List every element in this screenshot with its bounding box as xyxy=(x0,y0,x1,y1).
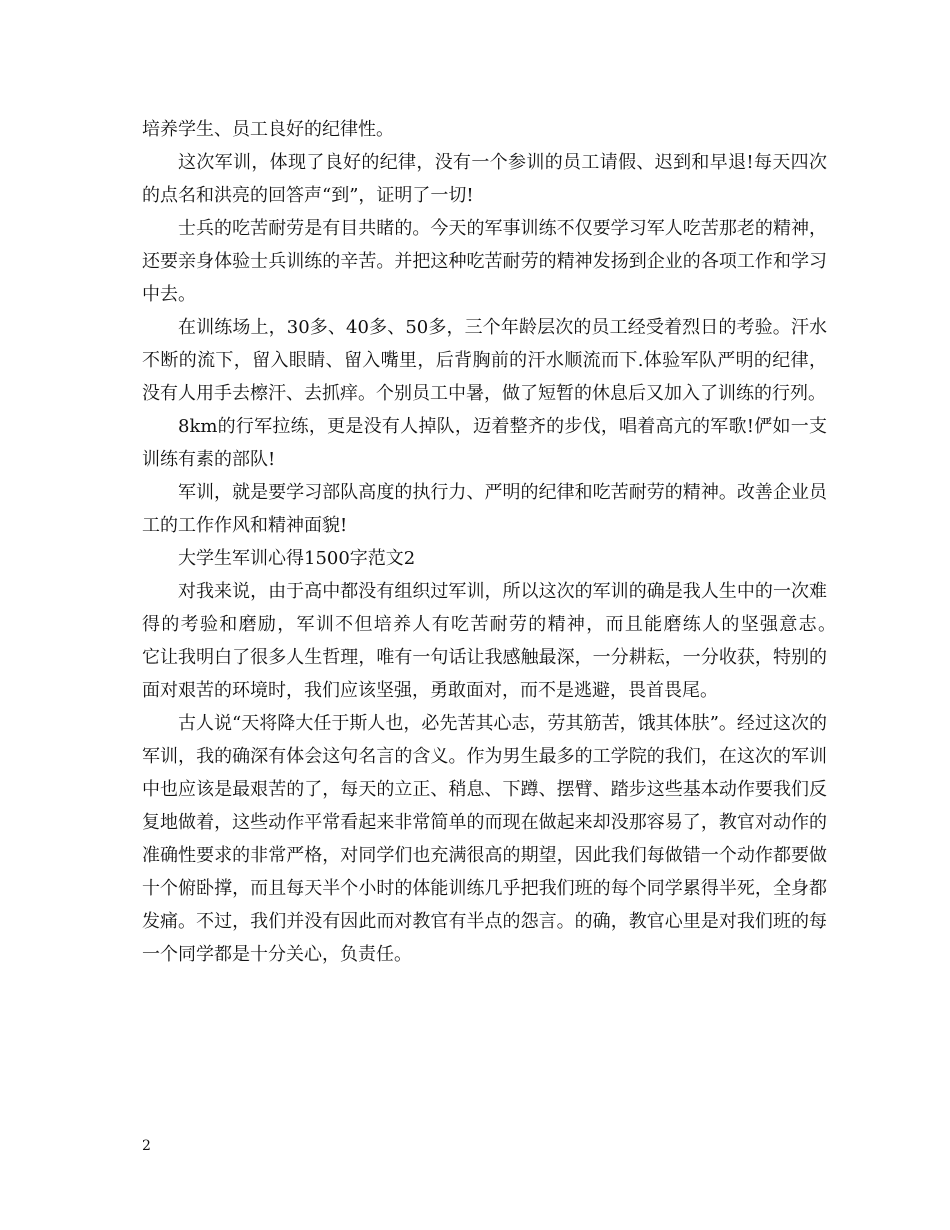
document-body xyxy=(142,113,863,971)
paragraph-8: 古人说“天将降大任于斯人也，必先苦其心志，劳其筋苦，饿其体肤”。经过这次的军训，我的确深有体会这句名言的含义。作为男生最多的工学院的我们，在这次的军训中也应该是最艰苦的了，每天的立正、稍息、下蹲、摆臂、踏步这些基本动作要我们反复地做着，这些动作平常看起来非常简单的而现在做起来却没那容易了，教官对动作的准确性要求的非常严格，对同学们也充满很高的期望，因此我们每做错一个动作都要做十个俯卧撑，而且每天半个小时的体能训练几乎把我们班的每个同学累得半死，全身都发痛。不过，我们并没有因此而对教官有半点的怨言。的确，教官心里是对我们班的每一个同学都是十分关心，负责任。 xyxy=(142,713,827,965)
paragraph-4: 在训练场上，30多、40多、50多，三个年龄层次的员工经受着烈日的考验。汗水不断的流下，留入眼睛、留入嘴里，后背胸前的汗水顺流而下.体验军队严明的纪律，没有人用手去檫汗、去抓痒。个别员工中暑，做了短暂的休息后又加入了训练的行列。 xyxy=(142,317,827,404)
paragraph-2: 这次军训，体现了良好的纪律，没有一个参训的员工请假、迟到和早退!每天四次的点名和洪亮的回答声“到”，证明了一切! xyxy=(142,152,827,206)
page-number: 2 xyxy=(142,1138,151,1154)
section-heading: 大学生军训心得1500字范文2 xyxy=(178,548,416,569)
paragraph-6: 军训，就是要学习部队高度的执行力、严明的纪律和吃苦耐劳的精神。改善企业员工的工作作风和精神面貌! xyxy=(142,482,827,536)
paragraph-3: 士兵的吃苦耐劳是有目共睹的。今天的军事训练不仅要学习军人吃苦那老的精神，还要亲身体验士兵训练的辛苦。并把这种吃苦耐劳的精神发扬到企业的各项工作和学习中去。 xyxy=(142,218,827,305)
paragraph-1: 培养学生、员工良好的纪律性。 xyxy=(142,119,394,140)
paragraph-7: 对我来说，由于高中都没有组织过军训，所以这次的军训的确是我人生中的一次难得的考验和磨励，军训不但培养人有吃苦耐劳的精神，而且能磨练人的坚强意志。 它让我明白了很多人生哲理，唯有一句话让我感触最深，一分耕耘，一分收获，特别的面对艰苦的环境时，我们应该坚强，勇敢面对，而不是逃避，畏首畏尾。 xyxy=(142,581,863,701)
paragraph-5: 8km的行军拉练，更是没有人掉队，迈着整齐的步伐，唱着高亢的军歌!俨如一支训练有素的部队! xyxy=(142,416,827,470)
